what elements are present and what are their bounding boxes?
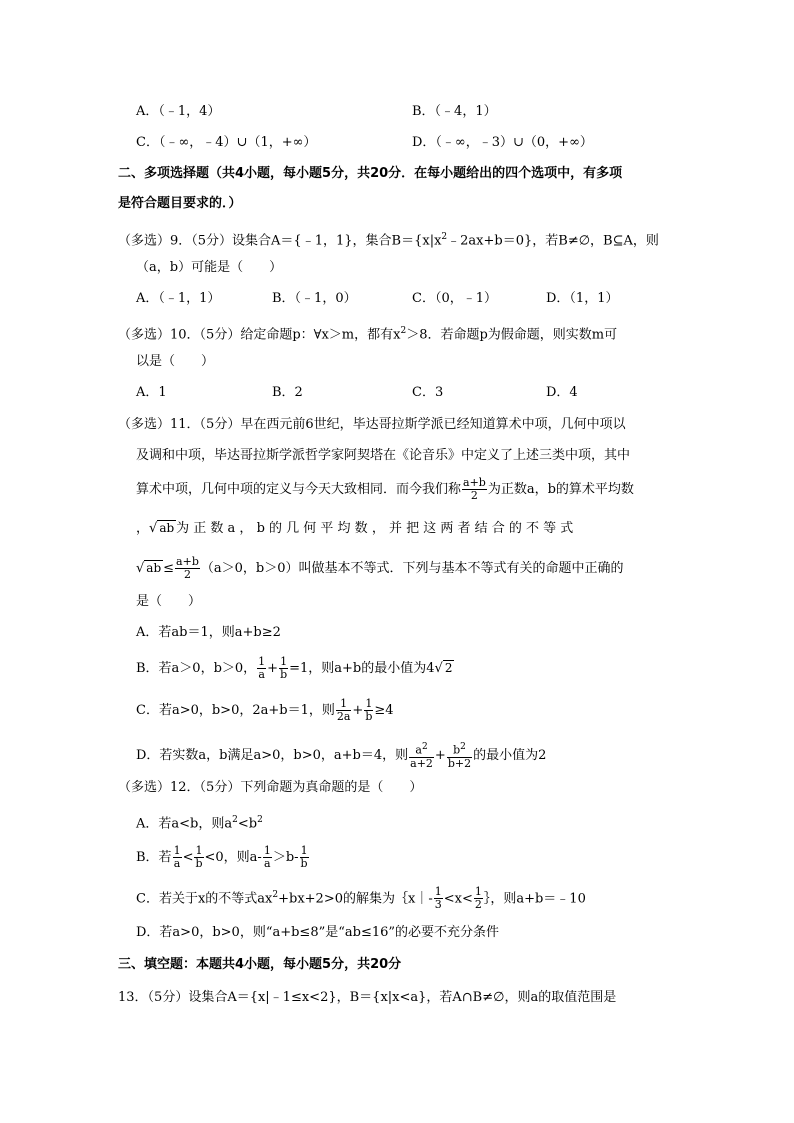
q9-stem-line2: （a，b）可能是（ ） [136, 260, 283, 275]
section2-heading-line2: 是符合题目要求的．） [118, 196, 242, 211]
q10-option-a[interactable]: A．1 [136, 385, 167, 400]
q11-option-c[interactable]: C．若a>0，b>0，2a+b＝1，则 $\frac{1}{2a}$ + $\frac{1}{b}$ ≥4 [136, 697, 394, 723]
q11-stem-line1: （多选）11．（5分）早在西元前6世纪，毕达哥拉斯学派已经知道算术中项，几何中项以 [118, 417, 626, 432]
q11-option-d[interactable]: D．若实数a，b满足a>0，b>0，a+b＝4，则 $\frac{a^2}{a+2}$ + $\frac{b^2}{b+2}$ 的最小值为2 [136, 742, 547, 770]
fraction-arithmetic-mean: $\frac{a+b}{2}$ [463, 476, 486, 502]
q11-option-a[interactable]: A．若ab＝1，则a+b≥2 [136, 625, 281, 640]
sqrt-ab-inequality: √ ab [136, 561, 162, 576]
q9-option-d[interactable]: D．（1，1） [546, 291, 619, 306]
q8-option-d[interactable]: D．（﹣∞，﹣3）∪（0，+∞） [412, 135, 593, 150]
q10-option-b[interactable]: B．2 [272, 385, 303, 400]
q12-option-a[interactable]: A．若a<b，则$a^2<b^2$ [136, 815, 263, 832]
q8-option-b[interactable]: B．（﹣4，1） [412, 104, 497, 119]
q9-option-c[interactable]: C．（0，﹣1） [412, 291, 497, 306]
q12-option-c[interactable]: C．若关于x的不等式$ax^2+bx+2>0$的解集为｛x｜- $\frac{1}{3}$ <x< $\frac{1}{2}$ ｝，则a+b＝﹣10 [136, 885, 586, 912]
q10-stem-line2: 以是（ ） [136, 354, 215, 369]
q10-option-d[interactable]: D．4 [546, 385, 578, 400]
q9-option-b[interactable]: B．（﹣1，0） [272, 291, 357, 306]
q8-option-c[interactable]: C．（﹣∞，﹣4）∪（1，+∞） [136, 135, 317, 150]
section3-heading: 三、填空题：本题共4小题，每小题5分，共20分 [118, 957, 402, 972]
q11-stem-line3: 算术中项，几何中项的定义与今天大致相同．而今我们称 $\frac{a+b}{2}$ 为正数a，b的算术平均数 [136, 476, 634, 502]
q10-stem-line1: （多选）10．（5分）给定命题p：∀x＞m，都有$x^2>8$．若命题p为假命题，则实数m可 [118, 326, 618, 343]
sqrt-ab: √ ab [149, 521, 175, 536]
q12-option-b[interactable]: B．若 $\frac{1}{a}$ < $\frac{1}{b}$ <0，则a- $\frac{1}{a}$ ＞b- $\frac{1}{b}$ [136, 844, 308, 870]
q12-stem: （多选）12．（5分）下列命题为真命题的是（ ） [118, 780, 423, 795]
q9-stem-line1: （多选）9．（5分）设集合A＝{﹣1，1}，集合$B=\{x|x^2﹣2ax+b=0\}$，若B≠∅，B⊆A，则 [118, 232, 659, 249]
q11-stem-line5: √ ab ≤ $\frac{a+b}{2}$ （a＞0，b＞0）叫做基本不等式．下列与基本不等式有关的命题中正确的 [136, 555, 624, 581]
fraction-mean: $\frac{a+b}{2}$ [176, 555, 199, 581]
q11-stem-line6: 是（ ） [136, 594, 202, 609]
q9-option-a[interactable]: A．（﹣1，1） [136, 291, 221, 306]
q13-stem: 13．（5分）设集合A＝{x|﹣1≤x<2}，B＝{x|x<a}，若A∩B≠∅，则a的取值范围是 [118, 990, 617, 1005]
section2-heading-line1: 二、多项选择题（共4小题，每小题5分，共20分．在每小题给出的四个选项中，有多项 [118, 166, 623, 181]
q11-option-b[interactable]: B．若a＞0，b＞0， $\frac{1}{a}$ + $\frac{1}{b}$ =1，则a+b的最小值为4√ 2 [136, 655, 453, 681]
q12-option-d[interactable]: D．若a>0，b>0，则“a+b≤8”是“ab≤16”的必要不充分条件 [136, 925, 500, 940]
q11-stem-line2: 及调和中项，毕达哥拉斯学派哲学家阿契塔在《论音乐》中定义了上述三类中项，其中 [136, 448, 631, 463]
q10-option-c[interactable]: C．3 [412, 385, 444, 400]
q11-stem-line4: ，√ ab 为 正 数 a ， b 的 几 何 平 均 数 ， 并 把 这 两 者 结 合 的 不 等 式 [136, 518, 573, 539]
q8-option-a[interactable]: A．（﹣1，4） [136, 104, 221, 119]
